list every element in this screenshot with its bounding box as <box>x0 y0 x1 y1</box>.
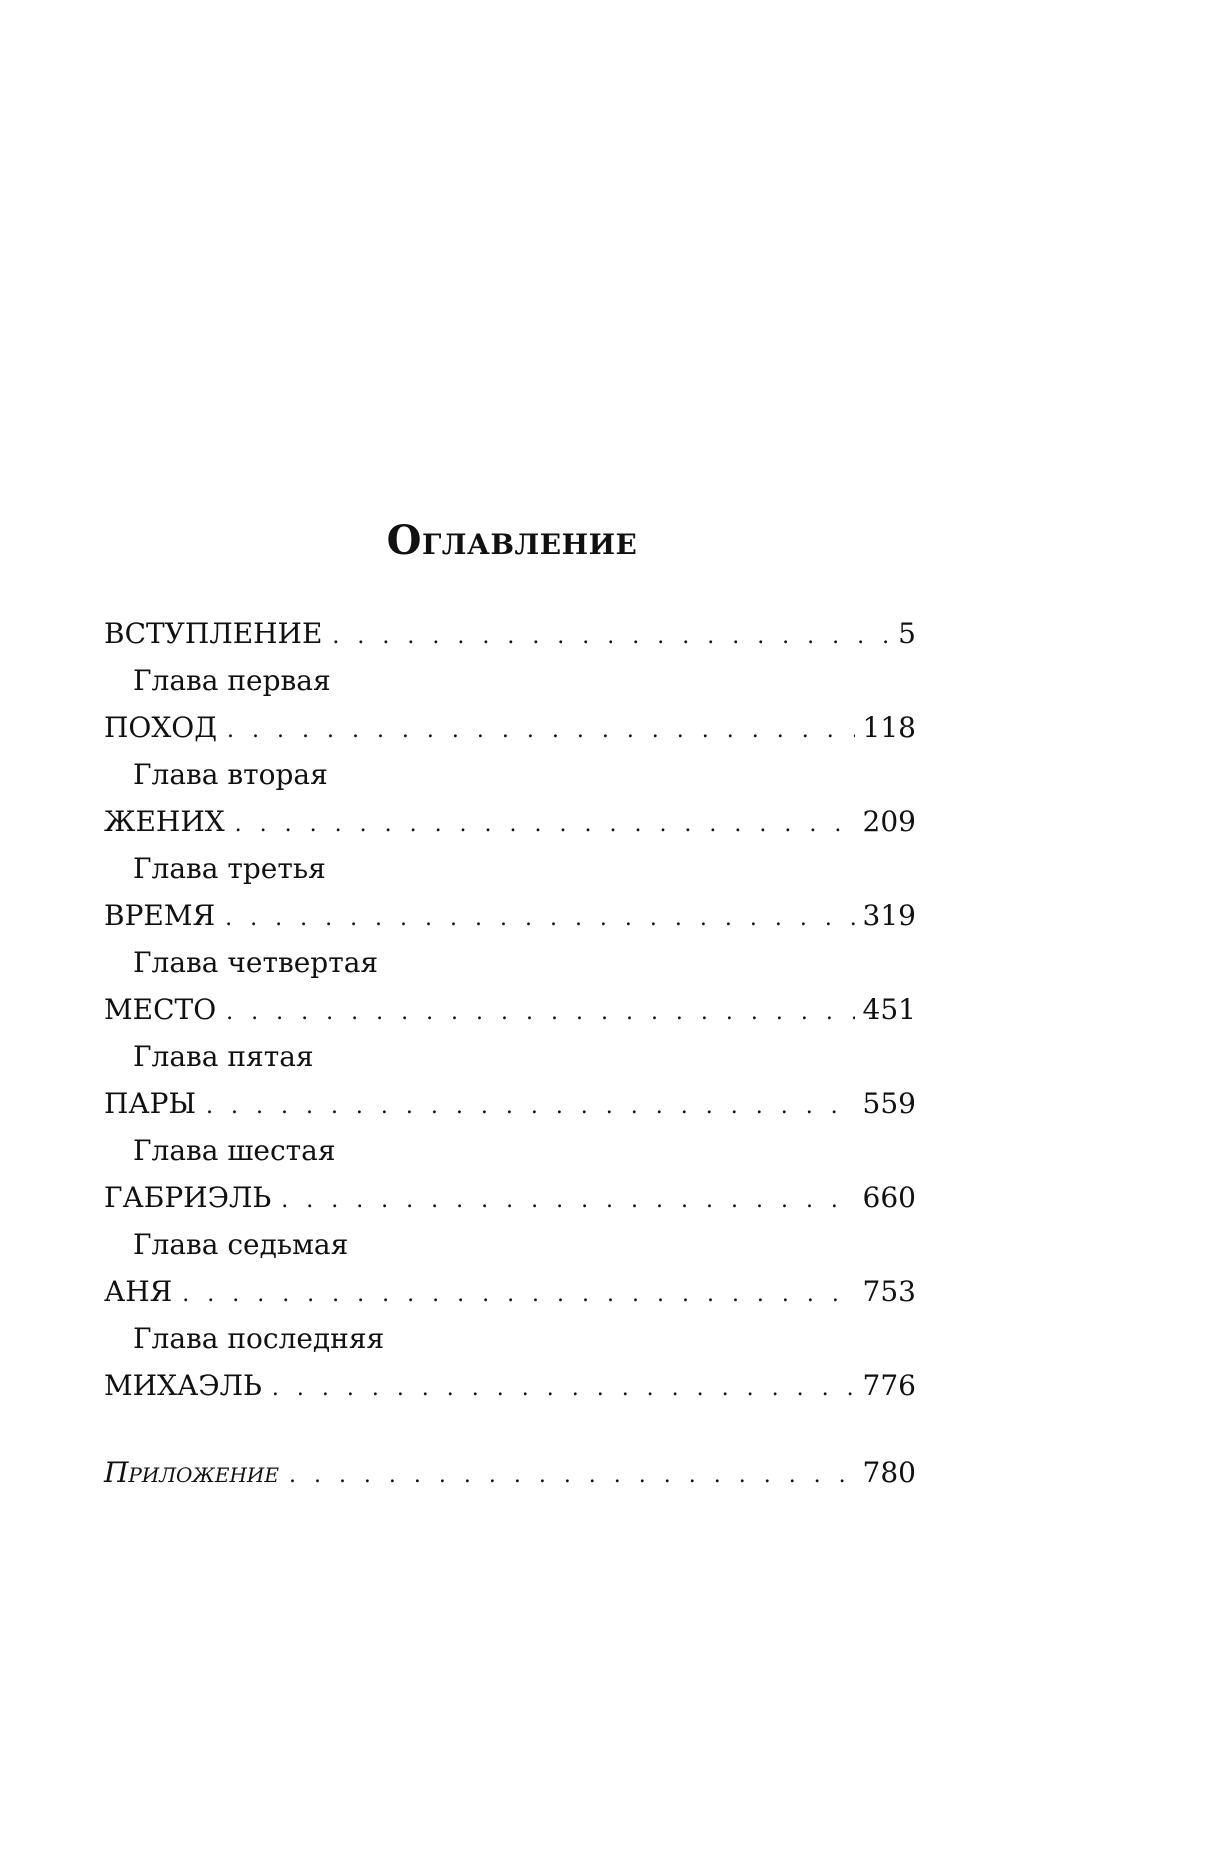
dot-leader <box>272 1365 855 1412</box>
toc-entry-title: ВРЕМЯ <box>104 899 216 932</box>
toc-entry-title: ВСТУПЛЕНИЕ <box>104 617 323 650</box>
toc-entry <box>104 986 916 1033</box>
dot-leader <box>289 1452 855 1499</box>
toc-page-number: 451 <box>862 993 916 1026</box>
toc-title: Оглавление <box>386 517 638 564</box>
chapter-label: Глава вторая <box>133 758 328 791</box>
dot-leader <box>332 613 890 660</box>
chapter-label: Глава пятая <box>133 1040 314 1073</box>
toc-page-number: 776 <box>862 1369 916 1402</box>
chapter-label: Глава третья <box>133 852 326 885</box>
toc-entry-title: МЕСТО <box>104 993 217 1026</box>
chapter-label: Глава шестая <box>133 1134 336 1167</box>
chapter-label: Глава последняя <box>133 1322 385 1355</box>
toc-entry <box>104 798 916 845</box>
toc-entry-title: МИХАЭЛЬ <box>104 1369 262 1402</box>
dot-leader <box>182 1271 854 1318</box>
dot-leader <box>226 989 854 1036</box>
dot-leader <box>281 1177 854 1224</box>
toc-entry <box>104 1080 916 1127</box>
toc-entry <box>104 1449 916 1496</box>
chapter-label: Глава четвертая <box>133 946 379 979</box>
toc-entry <box>104 704 916 751</box>
appendix-page-number: 780 <box>862 1456 916 1489</box>
toc-entry-title: ПАРЫ <box>104 1087 197 1120</box>
toc-page-number: 209 <box>862 805 916 838</box>
toc-entry <box>104 610 916 657</box>
toc-page-number: 660 <box>862 1181 916 1214</box>
toc-entry <box>104 892 916 939</box>
toc-page-number: 5 <box>898 617 916 650</box>
toc-entry-title: ПОХОД <box>104 711 218 744</box>
toc-page-number: 319 <box>862 899 916 932</box>
dot-leader <box>227 707 855 754</box>
toc-entry <box>104 1174 916 1221</box>
toc-entry-title: АНЯ <box>104 1275 173 1308</box>
toc-page-number: 559 <box>862 1087 916 1120</box>
appendix-title: Приложение <box>104 1456 279 1489</box>
dot-leader <box>235 801 855 848</box>
toc-entry <box>104 1268 916 1315</box>
dot-leader <box>225 895 854 942</box>
table-of-contents <box>104 610 916 1409</box>
toc-entry <box>104 1362 916 1409</box>
toc-page-number: 753 <box>862 1275 916 1308</box>
toc-page-number: 118 <box>862 711 916 744</box>
appendix-entry <box>104 1449 916 1496</box>
chapter-label: Глава седьмая <box>133 1228 349 1261</box>
toc-entry-title: ГАБРИЭЛЬ <box>104 1181 272 1214</box>
chapter-label: Глава первая <box>133 664 331 697</box>
toc-entry-title: ЖЕНИХ <box>104 805 225 838</box>
dot-leader <box>206 1083 855 1130</box>
